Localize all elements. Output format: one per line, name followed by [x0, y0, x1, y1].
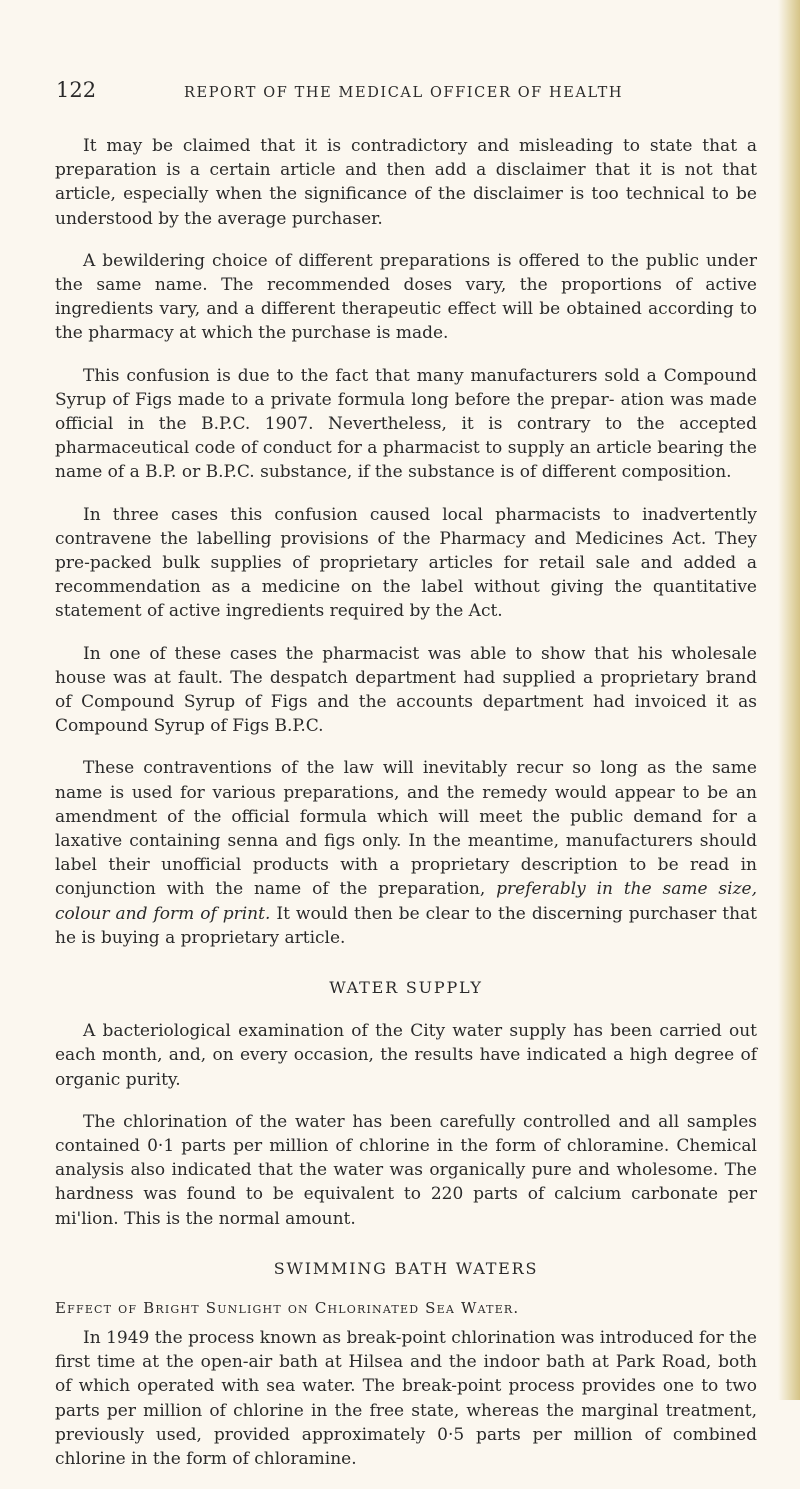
page-header — [55, 78, 757, 102]
heading-water-supply: WATER SUPPLY — [329, 978, 483, 998]
paragraph-chlorination: The chlorination of the water has been carefully controlled and all samples contained 0·1 parts per million of chlorine in the form of chloramine. Chemical analysis also indicated that the water was organically pure and wholesome. The hardness was found to be equivalent to 220 parts of calcium carbonate per mi'lion. This is the normal amount. — [55, 1111, 757, 1229]
page-number: 122 — [56, 78, 97, 102]
page-edge-shadow — [778, 0, 800, 1400]
paragraph-break-point: In 1949 the process known as break-point chlorination was introduced for the first time at the open-air bath at Hilsea and the indoor bath at Park Road, both of which operated with sea water. The break-point process provides one to two parts per million of chlorine in the free state, whereas the marginal treatment, previously used, provided approximately 0·5 parts per million of combined chlorine in the form of chloramine. — [55, 1327, 757, 1469]
paragraph-contraventions-italic: preferably in the same size, colour and form of print. — [55, 879, 757, 924]
document-page — [55, 78, 757, 1489]
paragraph-contraventions — [55, 756, 757, 950]
paragraph-contraventions-start: These contraventions of the law will inevitably recur so long as the same name is used for various preparations, and the remedy would appear to be an amendment of the official formula which will meet the public demand for a laxative containing senna and figs only. In the meantime, manufacturers should label their unofficial products with a proprietary description to be read in conjunction with the name of the preparation, — [55, 758, 757, 900]
paragraph-wholesale-fault: In one of these cases the pharmacist was able to show that his wholesale house was at fault. The despatch department had supplied a proprietary brand of Compound Syrup of Figs and the accounts department had invoiced it as Compound Syrup of Figs B.P.C. — [55, 643, 757, 737]
heading-swimming-bath-waters: SWIMMING BATH WATERS — [273, 1258, 539, 1278]
running-title: REPORT OF THE MEDICAL OFFICER OF HEALTH — [184, 85, 624, 101]
subheading-sunlight: Effect of Bright Sunlight on Chlorinated Sea Water. — [55, 1298, 520, 1317]
paragraph-confusion: This confusion is due to the fact that many manufacturers sold a Compound Syrup of Figs made to a private formula long before the prepar- ation was made official in the B.P.C. 1907. Nevertheless, it is contrary to the accepted pharmaceutical code of conduct for a pharmacist to supply an article bearing the name of a B.P. or B.P.C. substance, if the substance is of different composition. — [55, 365, 757, 483]
paragraph-disclaimer: It may be claimed that it is contradictory and misleading to state that a preparation is a certain article and then add a disclaimer that it is not that article, especially when the significance of the disclaimer is too technical to be understood by the average purchaser. — [55, 136, 757, 229]
paragraph-contraventions-end: It would then be clear to the discerning purchaser that he is buying a proprietary article. — [55, 903, 758, 948]
paragraph-bacteriological: A bacteriological examination of the City water supply has been carried out each month, and, on every occasion, the results have indicated a high degree of organic purity. — [55, 1021, 757, 1090]
paragraph-three-cases: In three cases this confusion caused local pharmacists to inadvertently contravene the labelling provisions of the Pharmacy and Medicines Act. They pre-packed bulk supplies of proprietary articles for retail sale and added a recommendation as a medicine on the label without giving the quantitative statement of active ingredients required by the Act. — [55, 504, 757, 622]
paragraph-bewildering-choice: A bewildering choice of different preparations is offered to the public under the same name. The recommended doses vary, the proportions of active ingredients vary, and a different therapeutic effect will be obtained according to the pharmacy at which the purchase is made. — [55, 250, 757, 344]
